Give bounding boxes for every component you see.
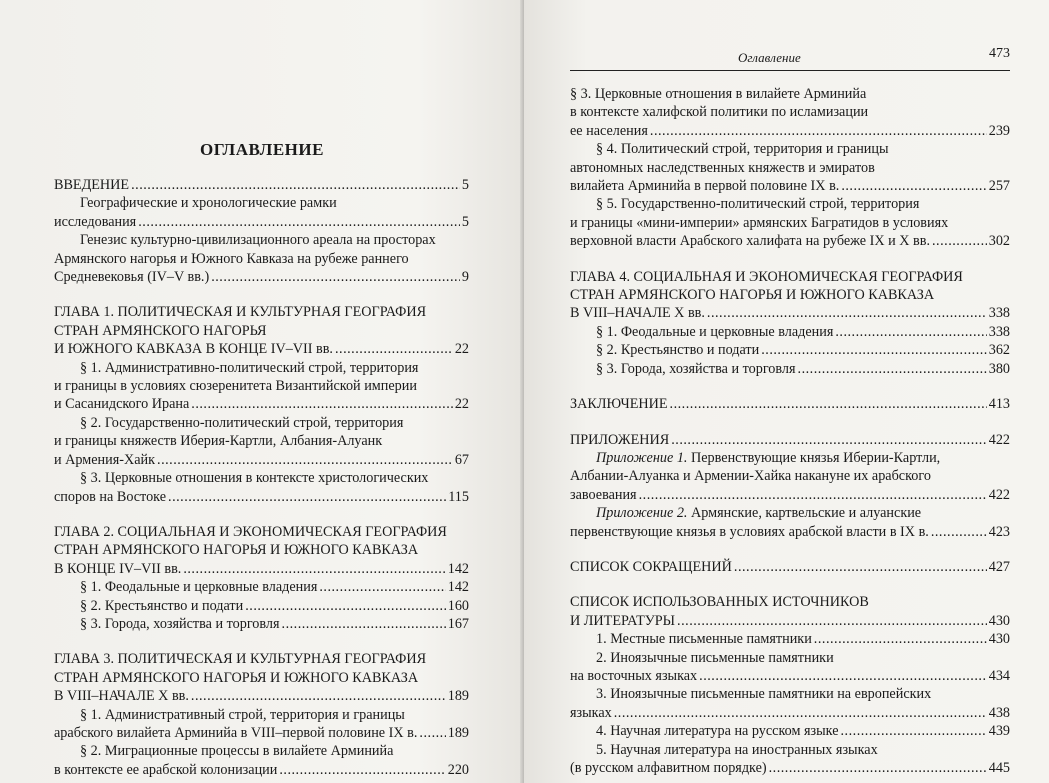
toc-page-number: 5 [461, 177, 469, 193]
toc-page-number: 427 [988, 558, 1010, 575]
dot-leader [650, 122, 987, 140]
toc-entry-text: 4. Научная литература на русском языке [596, 723, 839, 740]
toc-entry-text: в контексте ее арабской колонизации [54, 761, 278, 778]
toc-entry-line [570, 159, 1010, 177]
toc-page-number: 422 [988, 431, 1010, 448]
dot-leader [211, 268, 460, 286]
toc-entry-text: Армянского нагорья и Южного Кавказа на рубеже раннего [54, 250, 409, 267]
toc-entry-text: ЗАКЛЮЧЕНИЕ [570, 396, 668, 413]
toc-page-number: 438 [988, 704, 1010, 721]
toc-page-number: 422 [988, 486, 1010, 503]
toc-entry-text: § 5. Государственно-политический строй, территория [596, 196, 920, 213]
toc-page-number: 5 [461, 213, 469, 230]
toc-entry-text: 3. Иноязычные письменные памятники на европейских [596, 686, 932, 703]
toc-entry [54, 414, 469, 469]
toc-entry-text: § 2. Миграционные процессы в вилайете Арминийа [80, 743, 394, 760]
toc-entry-text: и границы «мини-империи» армянских Багратидов в условиях [570, 214, 949, 231]
toc-entry-line [54, 322, 469, 340]
toc-entry [54, 359, 469, 414]
toc-entry-text: 5. Научная литература на иностранных языках [596, 741, 878, 758]
dot-leader [769, 759, 987, 777]
toc-page-number: 115 [448, 488, 469, 505]
toc-entry-text: Приложение 2. Армянские, картвельские и алуанские [596, 505, 922, 522]
dot-leader [670, 395, 987, 413]
toc-entry [570, 558, 1010, 576]
toc-entry-line [54, 469, 469, 487]
toc-entry-text: и границы княжеств Иберия-Картли, Албания-Алуанк [54, 433, 383, 450]
dot-leader [183, 560, 445, 578]
toc-page-number: 142 [447, 560, 469, 577]
page-number: 473 [989, 46, 1010, 61]
toc-entry-last-line [570, 704, 1010, 722]
toc-entry [54, 194, 469, 231]
dot-leader [671, 431, 986, 449]
toc-page-number: 423 [988, 523, 1010, 540]
toc-entry-last-line [570, 304, 1010, 322]
toc-entry-line [54, 231, 469, 249]
toc-entry-last-line [570, 523, 1010, 541]
toc-entry-text: 2. Иноязычные письменные памятники [596, 649, 834, 666]
toc-entry-text: Приложение 1. Первенствующие князья Иберии-Картли, [596, 449, 941, 466]
toc-page-number: 430 [988, 631, 1010, 648]
toc-page-number: 380 [988, 360, 1010, 377]
toc-entry-last-line [570, 232, 1010, 250]
dot-leader [191, 395, 453, 413]
toc-entry-text: § 1. Феодальные и церковные владения [80, 579, 318, 596]
toc-entry-text: ВВЕДЕНИЕ [54, 177, 130, 193]
toc-entry-last-line [570, 667, 1010, 685]
toc-list-left [54, 176, 469, 779]
toc-entry-text: СТРАН АРМЯНСКОГО НАГОРЬЯ [54, 322, 267, 339]
toc-page-number: 362 [988, 342, 1010, 359]
toc-entry-text: на восточных языках [570, 667, 698, 684]
toc-entry-text: завоевания [570, 486, 637, 503]
toc-page-number: 257 [988, 178, 1010, 195]
toc-page-number: 189 [447, 724, 469, 741]
dot-leader [335, 340, 453, 358]
toc-page-number: 189 [447, 688, 469, 705]
toc-entry-text: ее населения [570, 122, 648, 139]
toc-entry-text: СПИСОК ИСПОЛЬЗОВАННЫХ ИСТОЧНИКОВ [570, 594, 869, 611]
dot-leader [279, 761, 445, 779]
toc-entry-text: в контексте халифской политики по исламизации [570, 104, 869, 121]
toc-page-number: 67 [454, 451, 469, 468]
toc-entry-text: (в русском алфавитном порядке) [570, 760, 767, 776]
toc-entry-line [570, 467, 1010, 485]
toc-entry-text: ГЛАВА 3. ПОЛИТИЧЕСКАЯ И КУЛЬТУРНАЯ ГЕОГРАФИЯ [54, 651, 427, 668]
toc-entry-last-line [570, 122, 1010, 140]
toc-entry [54, 615, 469, 633]
toc-entry [54, 742, 469, 779]
toc-entry-text: автономных наследственных княжеств и эмиратов [570, 159, 875, 176]
toc-entry-text: ПРИЛОЖЕНИЯ [570, 431, 670, 448]
toc-entry-line [54, 742, 469, 760]
toc-entry-text: и границы в условиях сюзеренитета Византийской империи [54, 378, 417, 395]
appendix-label: Приложение 2. [596, 505, 688, 522]
dot-leader [191, 687, 446, 705]
toc-page-number: 142 [447, 579, 469, 596]
toc-page-number: 160 [447, 597, 469, 614]
toc-entry-text: И ЮЖНОГО КАВКАЗА В КОНЦЕ IV–VII вв. [54, 341, 333, 358]
right-page [524, 0, 1049, 783]
toc-entry-line [54, 250, 469, 268]
toc-entry-text: споров на Востоке [54, 488, 167, 505]
toc-entry [570, 741, 1010, 778]
toc-entry-last-line [570, 630, 1010, 648]
toc-entry [570, 504, 1010, 541]
toc-entry [54, 597, 469, 615]
toc-entry-last-line [54, 488, 469, 506]
toc-entry-last-line [54, 268, 469, 286]
toc-entry-last-line [54, 340, 469, 358]
toc-entry-last-line [54, 615, 469, 633]
toc-entry-line [570, 449, 1010, 467]
toc-entry-last-line [54, 597, 469, 615]
toc-entry-text: арабского вилайета Арминийа в VIII–первой половине IX в. [54, 724, 418, 741]
toc-entry-text: § 4. Политический строй, территория и границы [596, 141, 889, 158]
toc-page-number: 22 [454, 396, 469, 413]
left-page [0, 0, 524, 783]
toc-entry-line [570, 214, 1010, 232]
toc-page-number: 439 [988, 723, 1010, 740]
toc-entry [570, 593, 1010, 630]
toc-entry-last-line [570, 722, 1010, 740]
dot-leader [734, 558, 987, 576]
toc-entry-last-line [570, 486, 1010, 504]
toc-entry-last-line [54, 578, 469, 596]
toc-entry-last-line [570, 360, 1010, 378]
toc-entry-last-line [570, 759, 1010, 777]
toc-page-number: 167 [447, 615, 469, 632]
toc-entry-line [54, 650, 469, 668]
toc-entry-line [570, 268, 1010, 286]
toc-page-number: 434 [988, 667, 1010, 684]
toc-entry-line [54, 706, 469, 724]
toc-page-number: 239 [988, 122, 1010, 139]
toc-entry [570, 685, 1010, 722]
toc-entry-text: § 3. Церковные отношения в вилайете Арминийа [570, 86, 867, 102]
dot-leader [419, 724, 445, 742]
toc-entry-text: В VIII–НАЧАЛЕ X вв. [54, 688, 189, 705]
toc-entry-text: В VIII–НАЧАЛЕ X вв. [570, 305, 705, 322]
toc-entry [54, 650, 469, 705]
toc-entry [54, 578, 469, 596]
toc-entry-last-line [54, 724, 469, 742]
dot-leader [841, 177, 986, 195]
toc-entry-line [570, 593, 1010, 611]
toc-entry-last-line [54, 176, 469, 194]
toc-entry-text: ГЛАВА 1. ПОЛИТИЧЕСКАЯ И КУЛЬТУРНАЯ ГЕОГРАФИЯ [54, 304, 427, 321]
toc-entry-last-line [570, 612, 1010, 630]
toc-entry-last-line [54, 687, 469, 705]
toc-entry-text: СТРАН АРМЯНСКОГО НАГОРЬЯ И ЮЖНОГО КАВКАЗА [54, 669, 419, 686]
toc-entry-line [570, 85, 1010, 103]
toc-entry-text: первенствующие князья в условиях арабской власти в IX в. [570, 523, 929, 540]
toc-entry-text: верховной власти Арабского халифата на рубеже IX и X вв. [570, 233, 930, 250]
dot-leader [282, 615, 446, 633]
dot-leader [614, 704, 987, 722]
toc-entry [54, 706, 469, 743]
toc-entry [570, 395, 1010, 413]
toc-entry-line [570, 685, 1010, 703]
toc-entry-text: ГЛАВА 4. СОЦИАЛЬНАЯ И ЭКОНОМИЧЕСКАЯ ГЕОГРАФИЯ [570, 268, 963, 285]
toc-entry-line [54, 432, 469, 450]
toc-entry [570, 649, 1010, 686]
dot-leader [168, 488, 446, 506]
toc-entry-text: языках [570, 704, 612, 721]
toc-entry-last-line [570, 431, 1010, 449]
toc-entry-text: Географические и хронологические рамки [80, 195, 337, 212]
toc-entry-text: В КОНЦЕ IV–VII вв. [54, 560, 182, 577]
toc-entry [570, 630, 1010, 648]
toc-entry [570, 323, 1010, 341]
toc-entry-line [54, 359, 469, 377]
toc-entry-text: § 3. Города, хозяйства и торговля [80, 615, 280, 632]
dot-leader [677, 612, 987, 630]
toc-entry-text: Албании-Алуанка и Армении-Хайка накануне их арабского [570, 468, 931, 485]
appendix-label: Приложение 1. [596, 449, 688, 466]
toc-entry [570, 431, 1010, 449]
toc-entry [570, 140, 1010, 195]
toc-entry [54, 231, 469, 286]
toc-page-number: 220 [447, 761, 469, 778]
toc-entry-text: 1. Местные письменные памятники [596, 631, 812, 648]
running-header [570, 44, 1010, 71]
dot-leader [835, 323, 986, 341]
toc-entry [54, 469, 469, 506]
toc-page-number: 22 [454, 341, 469, 358]
toc-entry-line [54, 669, 469, 687]
dot-leader [841, 722, 987, 740]
toc-entry-last-line [570, 341, 1010, 359]
toc-entry-text: § 1. Административно-политический строй, территория [80, 359, 419, 376]
toc-entry-last-line [54, 213, 469, 231]
dot-leader [138, 213, 460, 231]
toc-entry-text: § 1. Административный строй, территория и границы [80, 706, 405, 723]
toc-entry-text: § 3. Церковные отношения в контексте христологических [80, 470, 429, 487]
toc-entry [570, 195, 1010, 250]
toc-page-number: 9 [461, 269, 469, 286]
toc-entry-text: Генезис культурно-цивилизационного ареала на просторах [80, 232, 436, 249]
toc-entry-text: И ЛИТЕРАТУРЫ [570, 612, 676, 629]
running-header-title: Оглавление [738, 50, 801, 65]
toc-entry-text: § 3. Города, хозяйства и торговля [596, 360, 796, 377]
toc-entry-line [54, 414, 469, 432]
dot-leader [639, 486, 987, 504]
toc-entry-line [570, 741, 1010, 759]
toc-entry-last-line [570, 558, 1010, 576]
toc-entry-line [570, 103, 1010, 121]
toc-list-right [570, 85, 1010, 777]
toc-page-number: 430 [988, 612, 1010, 629]
toc-entry-text: СТРАН АРМЯНСКОГО НАГОРЬЯ И ЮЖНОГО КАВКАЗА [54, 542, 419, 559]
toc-entry-text: § 2. Государственно-политический строй, территория [80, 414, 404, 431]
toc-entry-last-line [54, 451, 469, 469]
toc-entry-text: § 2. Крестьянство и подати [80, 597, 244, 614]
toc-entry [570, 360, 1010, 378]
toc-entry [570, 722, 1010, 740]
dot-leader [245, 597, 446, 615]
toc-entry-line [570, 649, 1010, 667]
toc-entry [570, 449, 1010, 504]
dot-leader [798, 360, 987, 378]
toc-entry-line [570, 504, 1010, 522]
toc-entry-last-line [570, 395, 1010, 413]
toc-page-number: 338 [988, 305, 1010, 322]
toc-page-number: 302 [988, 233, 1010, 250]
toc-page-number: 445 [988, 760, 1010, 776]
toc-entry-text: исследования [54, 213, 137, 230]
toc-entry-line [54, 523, 469, 541]
toc-entry-last-line [570, 177, 1010, 195]
toc-entry [54, 523, 469, 578]
dot-leader [932, 232, 987, 250]
toc-page-number: 338 [988, 323, 1010, 340]
dot-leader [707, 304, 987, 322]
toc-entry-line [570, 140, 1010, 158]
toc-entry-last-line [570, 323, 1010, 341]
dot-leader [761, 341, 987, 359]
dot-leader [814, 630, 987, 648]
toc-entry-line [54, 303, 469, 321]
dot-leader [931, 523, 987, 541]
toc-entry-text: ГЛАВА 2. СОЦИАЛЬНАЯ И ЭКОНОМИЧЕСКАЯ ГЕОГРАФИЯ [54, 523, 447, 540]
toc-page-number: 413 [988, 396, 1010, 413]
toc-entry-text: вилайета Арминийа в первой половине IX в. [570, 178, 840, 195]
toc-entry [54, 303, 469, 358]
toc-entry [570, 341, 1010, 359]
toc-entry-last-line [54, 560, 469, 578]
toc-entry [54, 176, 469, 194]
toc-entry-text: и Армения-Хайк [54, 451, 156, 468]
toc-entry-line [54, 194, 469, 212]
toc-entry-text: и Сасанидского Ирана [54, 396, 190, 413]
toc-entry [570, 268, 1010, 323]
toc-entry-text: СПИСОК СОКРАЩЕНИЙ [570, 558, 732, 575]
toc-entry-line [54, 541, 469, 559]
dot-leader [131, 176, 460, 194]
dot-leader [319, 578, 445, 596]
toc-entry-line [570, 195, 1010, 213]
toc-entry-last-line [54, 761, 469, 779]
toc-entry-text: § 2. Крестьянство и подати [596, 342, 760, 359]
toc-entry-last-line [54, 395, 469, 413]
toc-entry [570, 85, 1010, 140]
toc-title: ОГЛАВЛЕНИЕ [200, 140, 324, 159]
toc-entry-line [570, 286, 1010, 304]
dot-leader [157, 451, 453, 469]
toc-entry-text: § 1. Феодальные и церковные владения [596, 323, 834, 340]
toc-entry-text: СТРАН АРМЯНСКОГО НАГОРЬЯ И ЮЖНОГО КАВКАЗА [570, 287, 935, 304]
toc-entry-line [54, 377, 469, 395]
dot-leader [699, 667, 987, 685]
toc-entry-text: Средневековья (IV–V вв.) [54, 269, 210, 286]
